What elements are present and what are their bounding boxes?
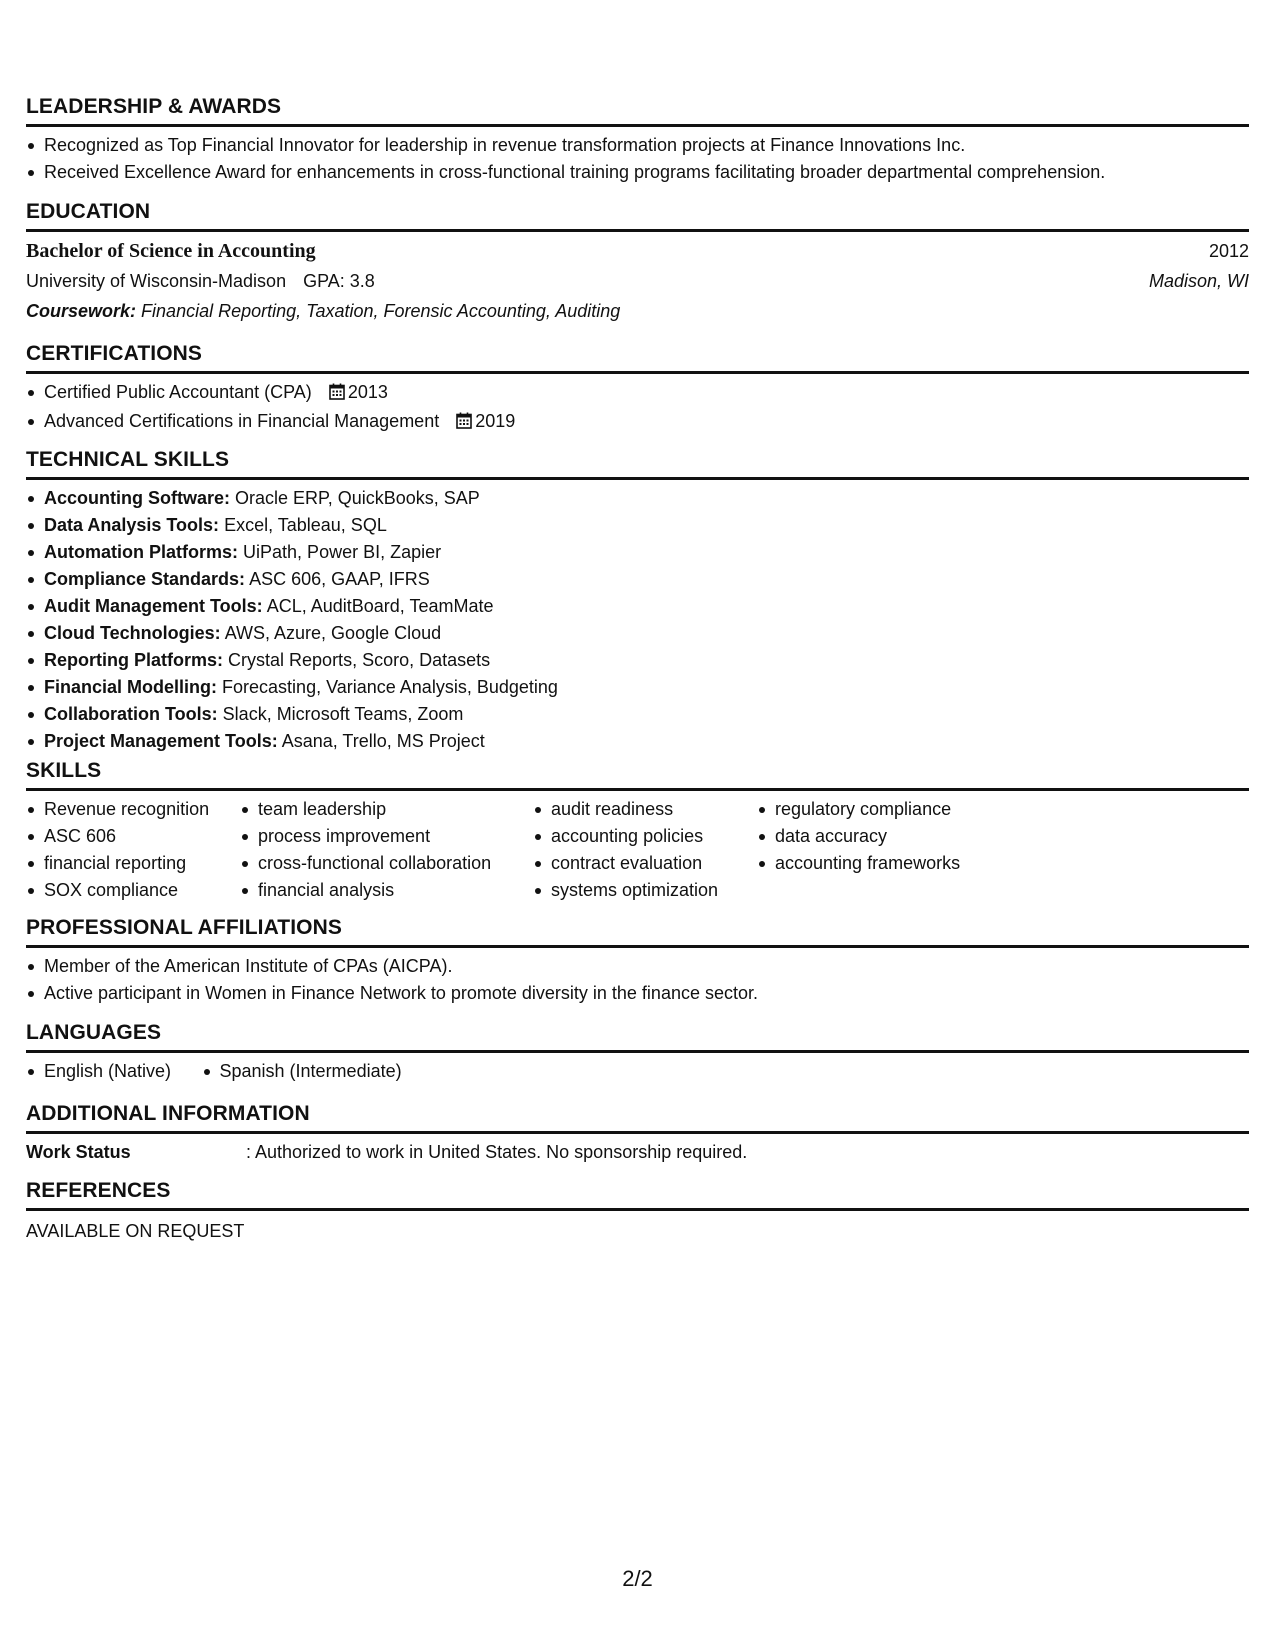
section-title-references: REFERENCES [26, 1179, 171, 1202]
page-number: 2/2 [622, 1566, 653, 1591]
gpa: GPA: 3.8 [303, 271, 375, 291]
technical-skill-item [26, 539, 1249, 566]
technical-skills-section [26, 447, 1249, 755]
skill-category: Automation Platforms: [44, 542, 239, 562]
technical-skill-item [26, 485, 1249, 512]
section-title-additional-info: ADDITIONAL INFORMATION [26, 1102, 310, 1125]
technical-skill-item [26, 647, 1249, 674]
technical-skill-item [26, 566, 1249, 593]
skill-item: ASC 606 [26, 823, 209, 850]
coursework-label: Coursework: [26, 301, 137, 321]
skill-values: Excel, Tableau, SQL [224, 515, 387, 535]
degree-name: Bachelor of Science in Accounting [26, 240, 316, 262]
section-divider [26, 124, 1249, 127]
section-divider [26, 1131, 1249, 1134]
skill-category: Project Management Tools: [44, 731, 278, 751]
section-divider [26, 1208, 1249, 1211]
skill-values: Slack, Microsoft Teams, Zoom [222, 704, 464, 724]
skills-section [26, 758, 1249, 904]
affiliation-item: Active participant in Women in Finance Network to promote diversity in the finance sector. [26, 980, 1249, 1007]
skill-item: team leadership [240, 796, 491, 823]
language-item: English (Native) [26, 1058, 171, 1085]
skill-category: Compliance Standards: [44, 569, 246, 589]
skill-item: regulatory compliance [757, 796, 960, 823]
leadership-item: Recognized as Top Financial Innovator for leadership in revenue transformation projects at Finance Innovations Inc. [26, 132, 1249, 159]
references-text: AVAILABLE ON REQUEST [26, 1221, 245, 1241]
section-divider [26, 945, 1249, 948]
calendar-icon [329, 381, 345, 408]
skills-column [533, 796, 718, 904]
skill-category: Reporting Platforms: [44, 650, 224, 670]
skills-column [757, 796, 960, 877]
skill-category: Collaboration Tools: [44, 704, 218, 724]
technical-skill-item [26, 620, 1249, 647]
certification-item [26, 408, 1249, 437]
section-title-languages: LANGUAGES [26, 1021, 162, 1044]
skill-values: Forecasting, Variance Analysis, Budgeting [222, 677, 558, 697]
skill-category: Cloud Technologies: [44, 623, 221, 643]
section-divider [26, 229, 1249, 232]
work-status-value: : Authorized to work in United States. No sponsorship required. [246, 1142, 748, 1162]
skill-item: systems optimization [533, 877, 718, 904]
languages-section [26, 1020, 1249, 1085]
technical-skill-item [26, 701, 1249, 728]
skill-values: Crystal Reports, Scoro, Datasets [228, 650, 491, 670]
skill-values: UiPath, Power BI, Zapier [243, 542, 442, 562]
section-title-certifications: CERTIFICATIONS [26, 342, 203, 365]
certification-item [26, 379, 1249, 408]
section-divider [26, 477, 1249, 480]
technical-skill-item [26, 512, 1249, 539]
additional-info-section [26, 1101, 1249, 1166]
coursework-list: Financial Reporting, Taxation, Forensic Accounting, Auditing [141, 301, 621, 321]
work-status-label: Work Status [26, 1142, 131, 1162]
skill-item: process improvement [240, 823, 491, 850]
skill-item: Revenue recognition [26, 796, 209, 823]
leadership-item: Received Excellence Award for enhancements in cross-functional training programs facilitating broader departmental comprehension. [26, 159, 1249, 186]
leadership-section [26, 94, 1249, 186]
section-title-education: EDUCATION [26, 200, 151, 223]
school-location: Madison, WI [1148, 271, 1249, 291]
skill-category: Accounting Software: [44, 488, 231, 508]
technical-skill-item [26, 674, 1249, 701]
skill-item: accounting frameworks [757, 850, 960, 877]
skill-values: AWS, Azure, Google Cloud [224, 623, 442, 643]
skills-column [240, 796, 491, 904]
skill-values: ACL, AuditBoard, TeamMate [266, 596, 494, 616]
references-section [26, 1178, 1249, 1245]
affiliations-section [26, 915, 1249, 1007]
skill-category: Audit Management Tools: [44, 596, 263, 616]
education-section [26, 199, 1249, 326]
certifications-section [26, 341, 1249, 437]
skill-item: SOX compliance [26, 877, 209, 904]
skill-item: audit readiness [533, 796, 718, 823]
skill-category: Data Analysis Tools: [44, 515, 220, 535]
certification-year: 2019 [475, 411, 516, 431]
certification-name: Advanced Certifications in Financial Management [44, 411, 440, 431]
section-divider [26, 788, 1249, 791]
skill-values: Oracle ERP, QuickBooks, SAP [235, 488, 480, 508]
section-divider [26, 371, 1249, 374]
section-title-affiliations: PROFESSIONAL AFFILIATIONS [26, 916, 342, 939]
skill-values: ASC 606, GAAP, IFRS [249, 569, 430, 589]
skill-item: data accuracy [757, 823, 960, 850]
skill-item: cross-functional collaboration [240, 850, 491, 877]
school-name: University of Wisconsin-Madison [26, 271, 287, 291]
section-title-leadership: LEADERSHIP & AWARDS [26, 95, 282, 118]
skills-column [26, 796, 209, 904]
skill-values: Asana, Trello, MS Project [281, 731, 485, 751]
technical-skill-item [26, 728, 1249, 755]
skill-category: Financial Modelling: [44, 677, 218, 697]
certification-name: Certified Public Accountant (CPA) [44, 382, 312, 402]
skill-item: contract evaluation [533, 850, 718, 877]
section-title-skills: SKILLS [26, 759, 102, 782]
skill-item: financial analysis [240, 877, 491, 904]
language-item: Spanish (Intermediate) [202, 1058, 402, 1085]
technical-skill-item [26, 593, 1249, 620]
section-title-technical-skills: TECHNICAL SKILLS [26, 448, 230, 471]
affiliation-item: Member of the American Institute of CPAs (AICPA). [26, 953, 1249, 980]
skill-item: financial reporting [26, 850, 209, 877]
section-divider [26, 1050, 1249, 1053]
skill-item: accounting policies [533, 823, 718, 850]
graduation-year: 2012 [1208, 241, 1249, 261]
calendar-icon [456, 410, 472, 437]
certification-year: 2013 [347, 382, 388, 402]
